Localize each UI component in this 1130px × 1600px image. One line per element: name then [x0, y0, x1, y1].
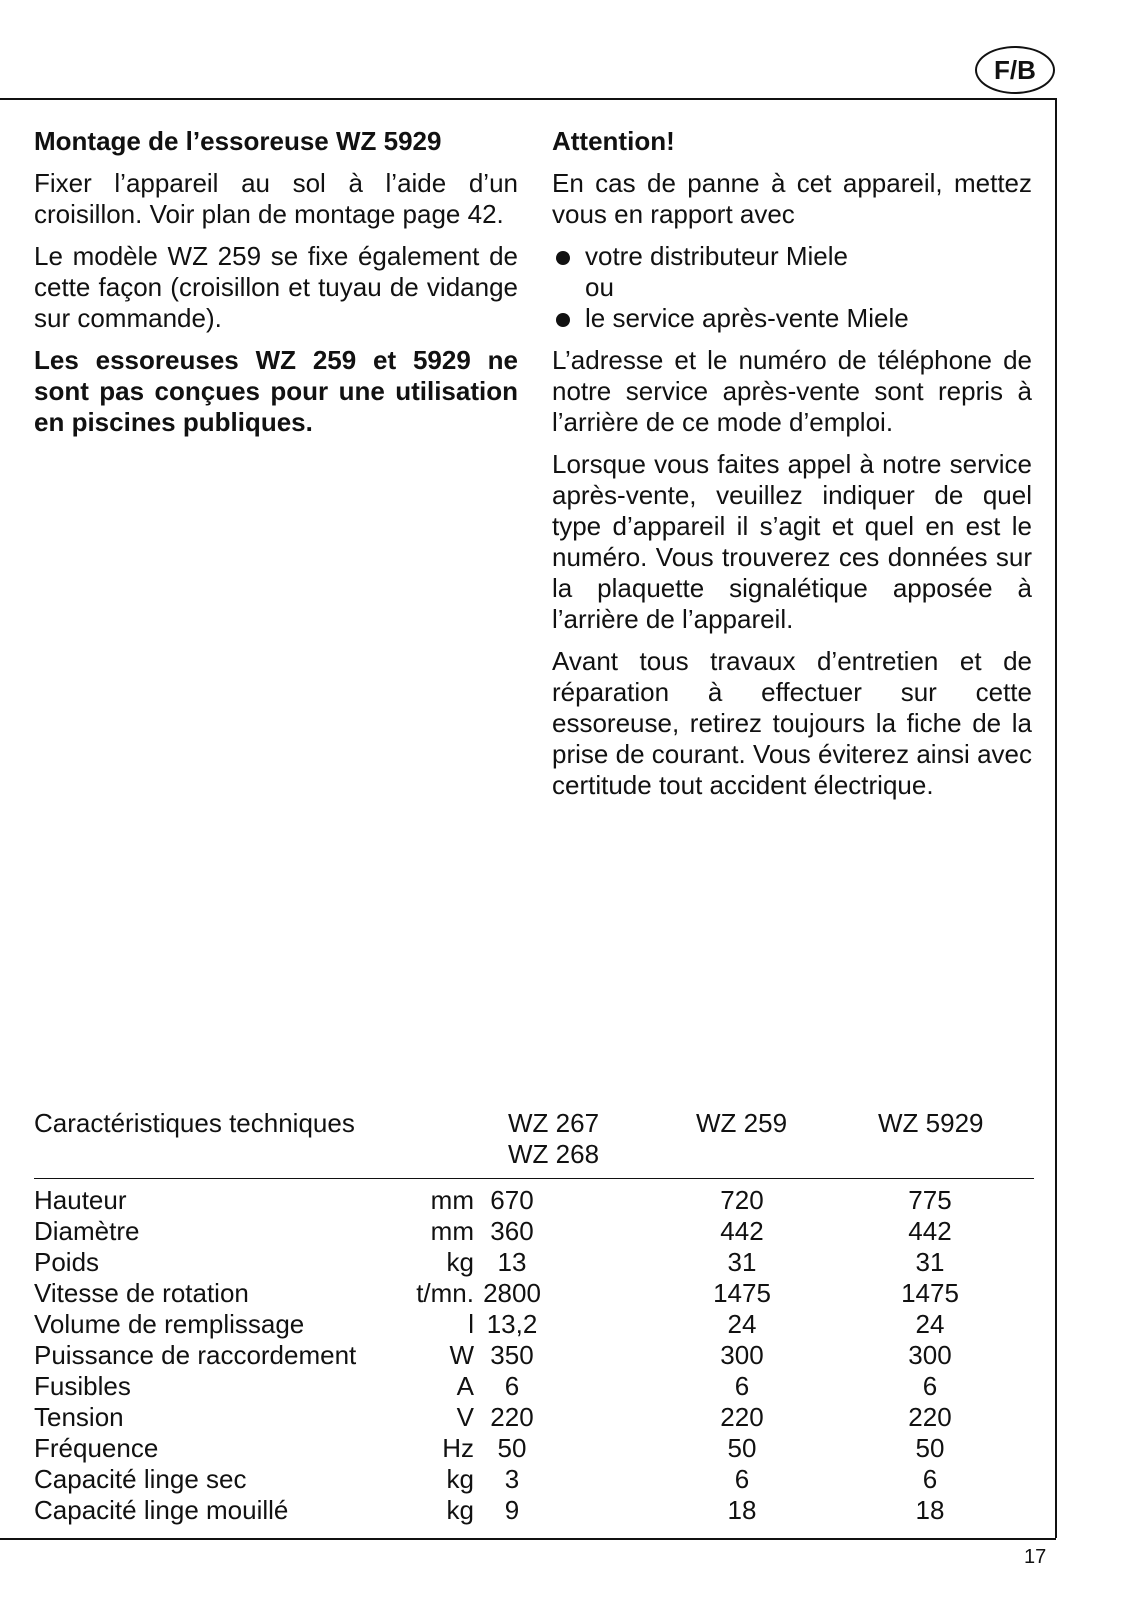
row-unit: A: [456, 1371, 474, 1401]
model-header-1: [508, 1108, 599, 1170]
table-header: [34, 1108, 1034, 1174]
top-divider: [0, 98, 1056, 100]
value-model-3: 6: [922, 1371, 938, 1401]
value-model-3: 220: [908, 1402, 952, 1432]
value-model-1: 6: [504, 1371, 520, 1401]
technical-specs-table: [34, 1108, 1034, 1526]
list-item-text: votre distributeur Miele: [585, 241, 848, 271]
table-row: [34, 1278, 1034, 1309]
row-unit: kg: [446, 1247, 474, 1277]
model-header-1-line1: WZ 267: [508, 1108, 600, 1138]
row-label: Volume de remplissage: [34, 1309, 305, 1339]
value-model-3: 50: [915, 1433, 945, 1463]
assembly-paragraph-1: Fixer l’appareil au sol à l’aide d’un croisillon. Voir plan de montage page 42.: [34, 168, 518, 229]
public-pool-warning: Les essoreuses WZ 259 et 5929 ne sont pas conçues pour une utilisation en piscines publiques.: [34, 345, 518, 437]
value-model-1: 220: [490, 1402, 534, 1432]
table-row: [34, 1185, 1034, 1216]
value-model-3: 18: [915, 1495, 945, 1525]
bottom-divider: [0, 1538, 1056, 1540]
row-label: Capacité linge sec: [34, 1464, 247, 1494]
value-model-1: 2800: [483, 1278, 541, 1308]
row-label: Poids: [34, 1247, 100, 1277]
value-model-3: 442: [908, 1216, 952, 1246]
assembly-heading: Montage de l’essoreuse WZ 5929: [34, 126, 442, 156]
value-model-1: 670: [490, 1185, 534, 1215]
attention-paragraph-2: L’adresse et le numéro de téléphone de notre service après-vente sont repris à l’arrière de ce mode d’emploi.: [552, 345, 1032, 437]
value-model-2: 6: [734, 1464, 750, 1494]
value-model-3: 775: [908, 1185, 952, 1215]
value-model-1: 13,2: [486, 1309, 538, 1339]
list-item: [552, 241, 1032, 272]
list-item-text: le service après-vente Miele: [585, 303, 909, 333]
model-header-2: WZ 259: [696, 1108, 788, 1138]
value-model-2: 18: [727, 1495, 757, 1525]
table-row: [34, 1464, 1034, 1495]
value-model-3: 1475: [901, 1278, 959, 1308]
model-header-3: WZ 5929: [878, 1108, 984, 1138]
attention-heading: Attention!: [552, 126, 675, 156]
attention-paragraph-3: Lorsque vous faites appel à notre service après-vente, veuillez indiquer de quel type d’appareil il s’agit et quel en est le numéro. Vous trouverez ces données sur la plaquette signalétique apposée à l’arrière de l’appareil.: [552, 449, 1032, 634]
page-number: 17: [1024, 1546, 1047, 1568]
model-header-1-line2: WZ 268: [508, 1139, 600, 1169]
value-model-3: 6: [922, 1464, 938, 1494]
contact-list: [552, 241, 1032, 334]
value-model-3: 24: [915, 1309, 945, 1339]
value-model-1: 360: [490, 1216, 534, 1246]
value-model-2: 220: [720, 1402, 764, 1432]
value-model-1: 3: [504, 1464, 520, 1494]
table-row: [34, 1433, 1034, 1464]
right-divider: [1055, 98, 1057, 1538]
row-label: Diamètre: [34, 1216, 140, 1246]
bullet-icon: [556, 313, 570, 327]
row-unit: kg: [446, 1464, 474, 1494]
row-label: Tension: [34, 1402, 124, 1432]
value-model-2: 50: [727, 1433, 757, 1463]
row-label: Vitesse de rotation: [34, 1278, 249, 1308]
table-body: [34, 1185, 1034, 1526]
list-item: [552, 303, 1032, 334]
value-model-2: 6: [734, 1371, 750, 1401]
table-row: [34, 1309, 1034, 1340]
list-item-or: ou: [585, 272, 614, 302]
row-label: Fusibles: [34, 1371, 131, 1401]
row-unit: Hz: [442, 1433, 474, 1463]
assembly-paragraph-2: Le modèle WZ 259 se fixe également de cette façon (croisillon et tuyau de vidange sur commande).: [34, 241, 518, 333]
attention-paragraph-4: Avant tous travaux d’entretien et de réparation à effectuer sur cette essoreuse, retirez toujours la fiche de la prise de courant. Vous éviterez ainsi avec certitude tout accident électrique.: [552, 646, 1032, 800]
row-label: Capacité linge mouillé: [34, 1495, 289, 1525]
left-column: [34, 126, 518, 449]
row-label: Hauteur: [34, 1185, 127, 1215]
value-model-2: 300: [720, 1340, 764, 1370]
row-unit: mm: [430, 1216, 474, 1246]
bullet-icon: [556, 251, 570, 265]
value-model-2: 31: [727, 1247, 757, 1277]
row-unit: mm: [430, 1185, 474, 1215]
attention-paragraph-1: En cas de panne à cet appareil, mettez vous en rapport avec: [552, 168, 1032, 229]
value-model-1: 350: [490, 1340, 534, 1370]
row-unit: V: [456, 1402, 474, 1432]
row-unit: l: [468, 1309, 474, 1339]
language-badge: F/B: [975, 46, 1055, 94]
row-unit: t/mn.: [416, 1278, 474, 1308]
table-row: [34, 1371, 1034, 1402]
row-unit: W: [449, 1340, 474, 1370]
value-model-2: 24: [727, 1309, 757, 1339]
right-column: [552, 126, 1032, 812]
value-model-2: 1475: [713, 1278, 771, 1308]
table-row: [34, 1495, 1034, 1526]
row-label: Fréquence: [34, 1433, 159, 1463]
row-label: Puissance de raccordement: [34, 1340, 357, 1370]
value-model-1: 50: [497, 1433, 527, 1463]
table-row: [34, 1247, 1034, 1278]
value-model-1: 13: [497, 1247, 527, 1277]
table-row: [34, 1340, 1034, 1371]
table-header-divider: [34, 1178, 1034, 1179]
value-model-2: 442: [720, 1216, 764, 1246]
table-row: [34, 1216, 1034, 1247]
value-model-2: 720: [720, 1185, 764, 1215]
value-model-1: 9: [504, 1495, 520, 1525]
row-unit: kg: [446, 1495, 474, 1525]
specs-title: Caractéristiques techniques: [34, 1108, 355, 1138]
value-model-3: 31: [915, 1247, 945, 1277]
table-row: [34, 1402, 1034, 1433]
value-model-3: 300: [908, 1340, 952, 1370]
